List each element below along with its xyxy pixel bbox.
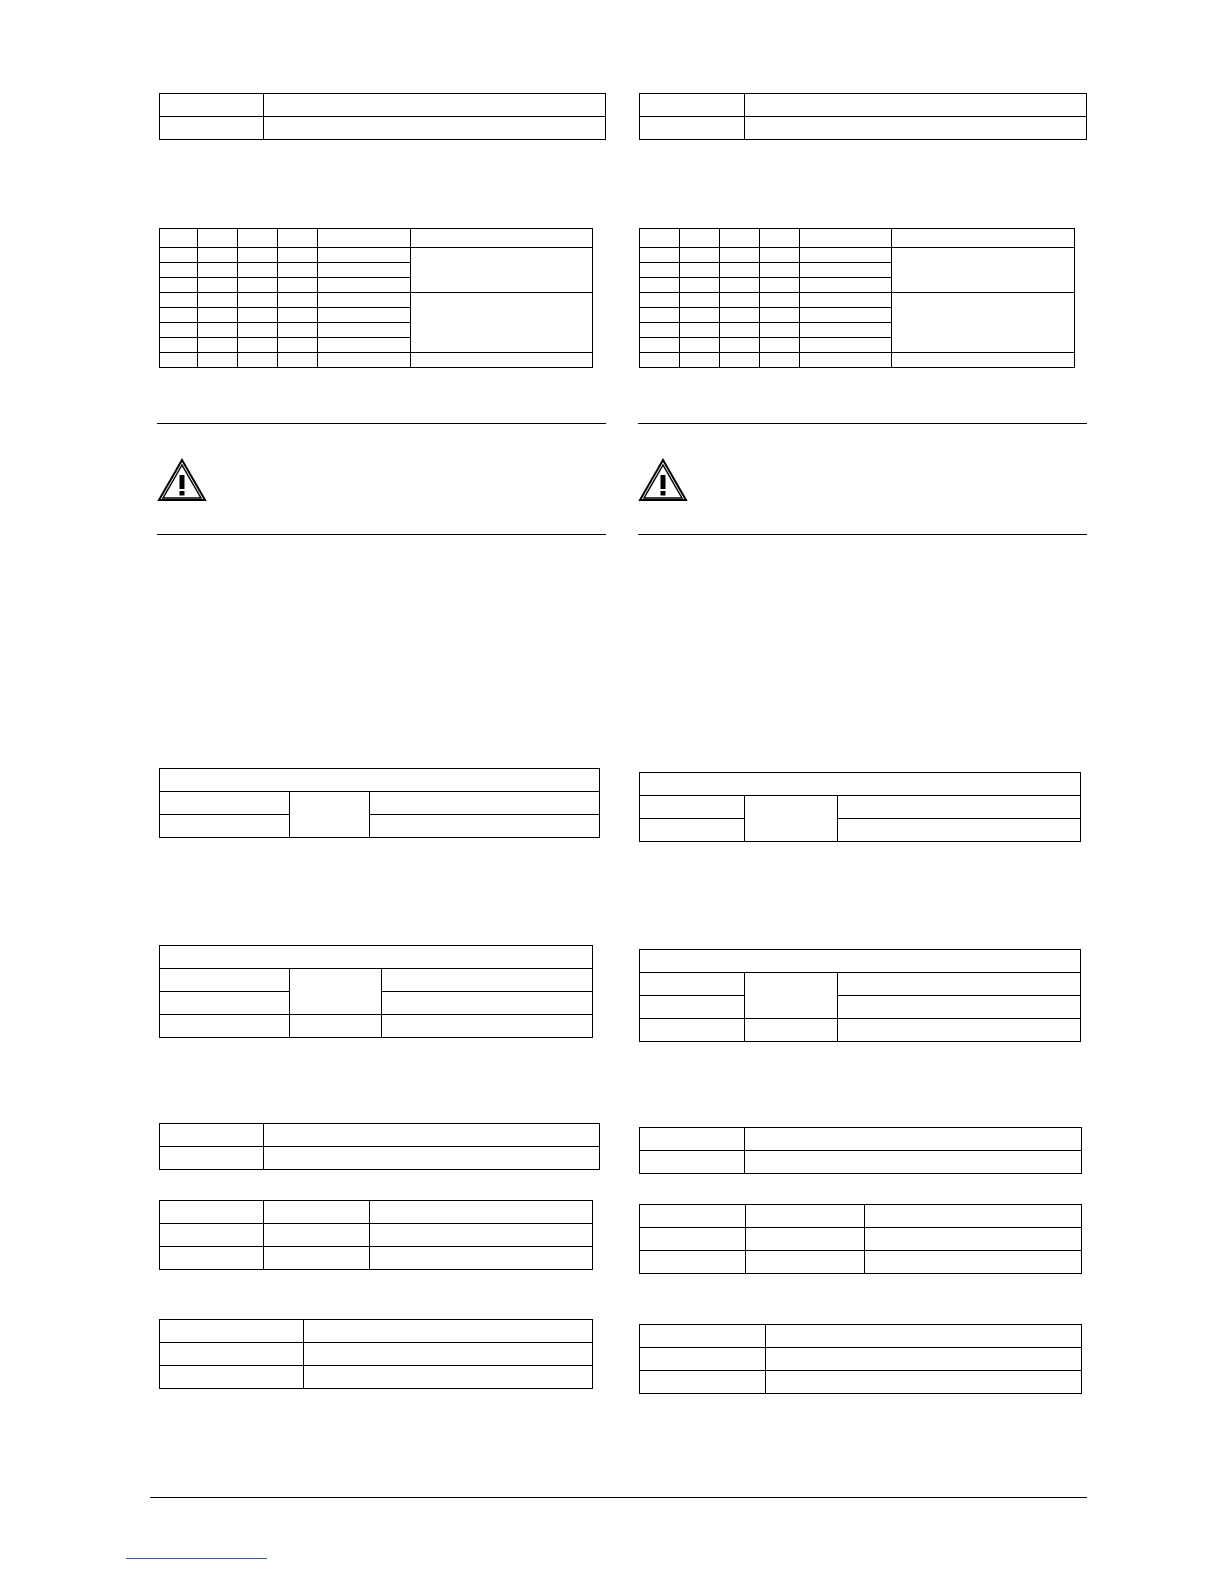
warning-triangle-icon	[157, 458, 207, 502]
right-warning-top-rule	[638, 423, 1087, 424]
left-table-2	[159, 768, 600, 838]
right-table-4	[639, 1127, 1082, 1174]
left-table-5	[159, 1200, 593, 1270]
right-table-5	[639, 1204, 1082, 1274]
right-table-6	[639, 1324, 1082, 1394]
left-warning-top-rule	[157, 423, 606, 424]
warning-triangle-icon	[638, 458, 688, 502]
left-table-6	[159, 1319, 593, 1389]
footer-rule	[150, 1497, 1087, 1498]
footer-link-underline[interactable]	[126, 1558, 267, 1559]
left-warning-bottom-rule	[157, 534, 606, 535]
left-table-3	[159, 945, 593, 1038]
left-table-1	[159, 93, 606, 140]
left-grid-table	[159, 228, 593, 368]
right-warning-bottom-rule	[638, 534, 1087, 535]
right-table-1	[639, 93, 1087, 140]
right-table-2	[639, 772, 1081, 842]
right-grid-table	[639, 228, 1075, 368]
right-table-3	[639, 949, 1081, 1042]
left-table-4	[159, 1123, 600, 1170]
